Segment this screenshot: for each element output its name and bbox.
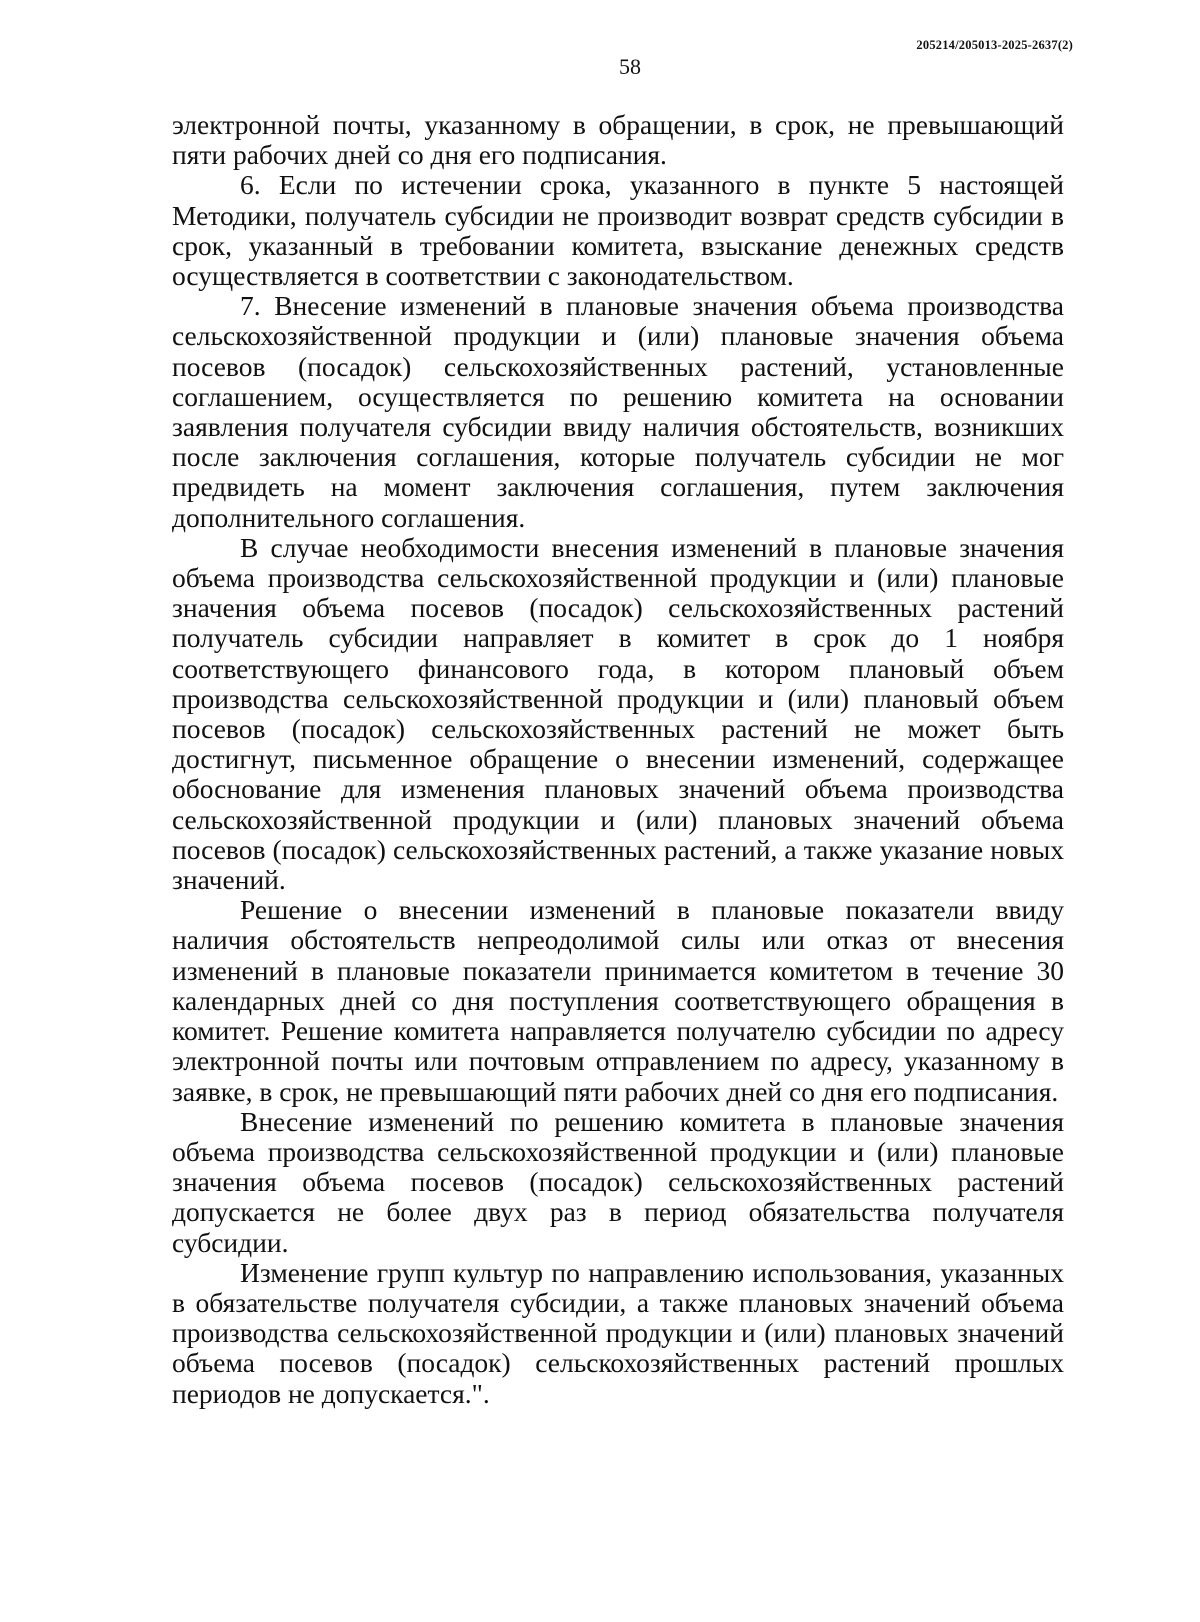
paragraph-continuation: электронной почты, указанному в обращении, в срок, не превышающий пяти рабочих дней со дня его подписания.: [172, 109, 1064, 171]
document-id: 205214/205013-2025-2637(2): [916, 38, 1073, 52]
paragraph-item-7: 7. Внесение изменений в плановые значения объема производства сельскохозяйственной продукции и (или) плановые значения объема посевов (посадок) сельскохозяйственных растений, установленные соглашением, осуществляется по решению комитета на основании заявления получателя субсидии ввиду наличия обстоятельств, возникших после заключения соглашения, которые получатель субсидии не мог предвидеть на момент заключения соглашения, путем заключения дополнительного соглашения.: [172, 290, 1064, 533]
paragraph-item-6: 6. Если по истечении срока, указанного в пункте 5 настоящей Методики, получатель субсидии не производит возврат средств субсидии в срок, указанный в требовании комитета, взыскание денежных средств осуществляется в соответствии с законодательством.: [172, 169, 1064, 292]
paragraph-crop-groups: Изменение групп культур по направлению использования, указанных в обязательстве получателя субсидии, а также плановых значений объема производства сельскохозяйственной продукции и (или) плановых значений объема посевов (посадок) сельскохозяйственных растений прошлых периодов не допускается.".: [172, 1256, 1064, 1409]
page-number: 58: [619, 54, 641, 79]
paragraph-decision: Решение о внесении изменений в плановые показатели ввиду наличия обстоятельств непреодолимой силы или отказ от внесения изменений в плановые показатели принимается комитетом в течение 30 календарных дней со дня поступления соответствующего обращения в комитет. Решение комитета направляется получателю субсидии по адресу электронной почты или почтовым отправлением по адресу, указанному в заявке, в срок, не превышающий пяти рабочих дней со дня его подписания.: [172, 894, 1064, 1107]
paragraph-change-limit: Внесение изменений по решению комитета в плановые значения объема производства сельскохозяйственной продукции и (или) плановые значения объема посевов (посадок) сельскохозяйственных растений допускается не более двух раз в период обязательства получателя субсидии.: [172, 1105, 1064, 1258]
paragraph-change-request: В случае необходимости внесения изменений в плановые значения объема производства сельскохозяйственной продукции и (или) плановые значения объема посевов (посадок) сельскохозяйственных растений получатель субсидии направляет в комитет в срок до 1 ноября соответствующего финансового года, в котором плановый объем производства сельскохозяйственной продукции и (или) плановый объем посевов (посадок) сельскохозяйственных растений не может быть достигнут, письменное обращение о внесении изменений, содержащее обоснование для изменения плановых значений объема производства сельскохозяйственной продукции и (или) плановых значений объема посевов (посадок) сельскохозяйственных растений, а также указание новых значений.: [172, 531, 1064, 896]
document-body: [172, 110, 1064, 1409]
